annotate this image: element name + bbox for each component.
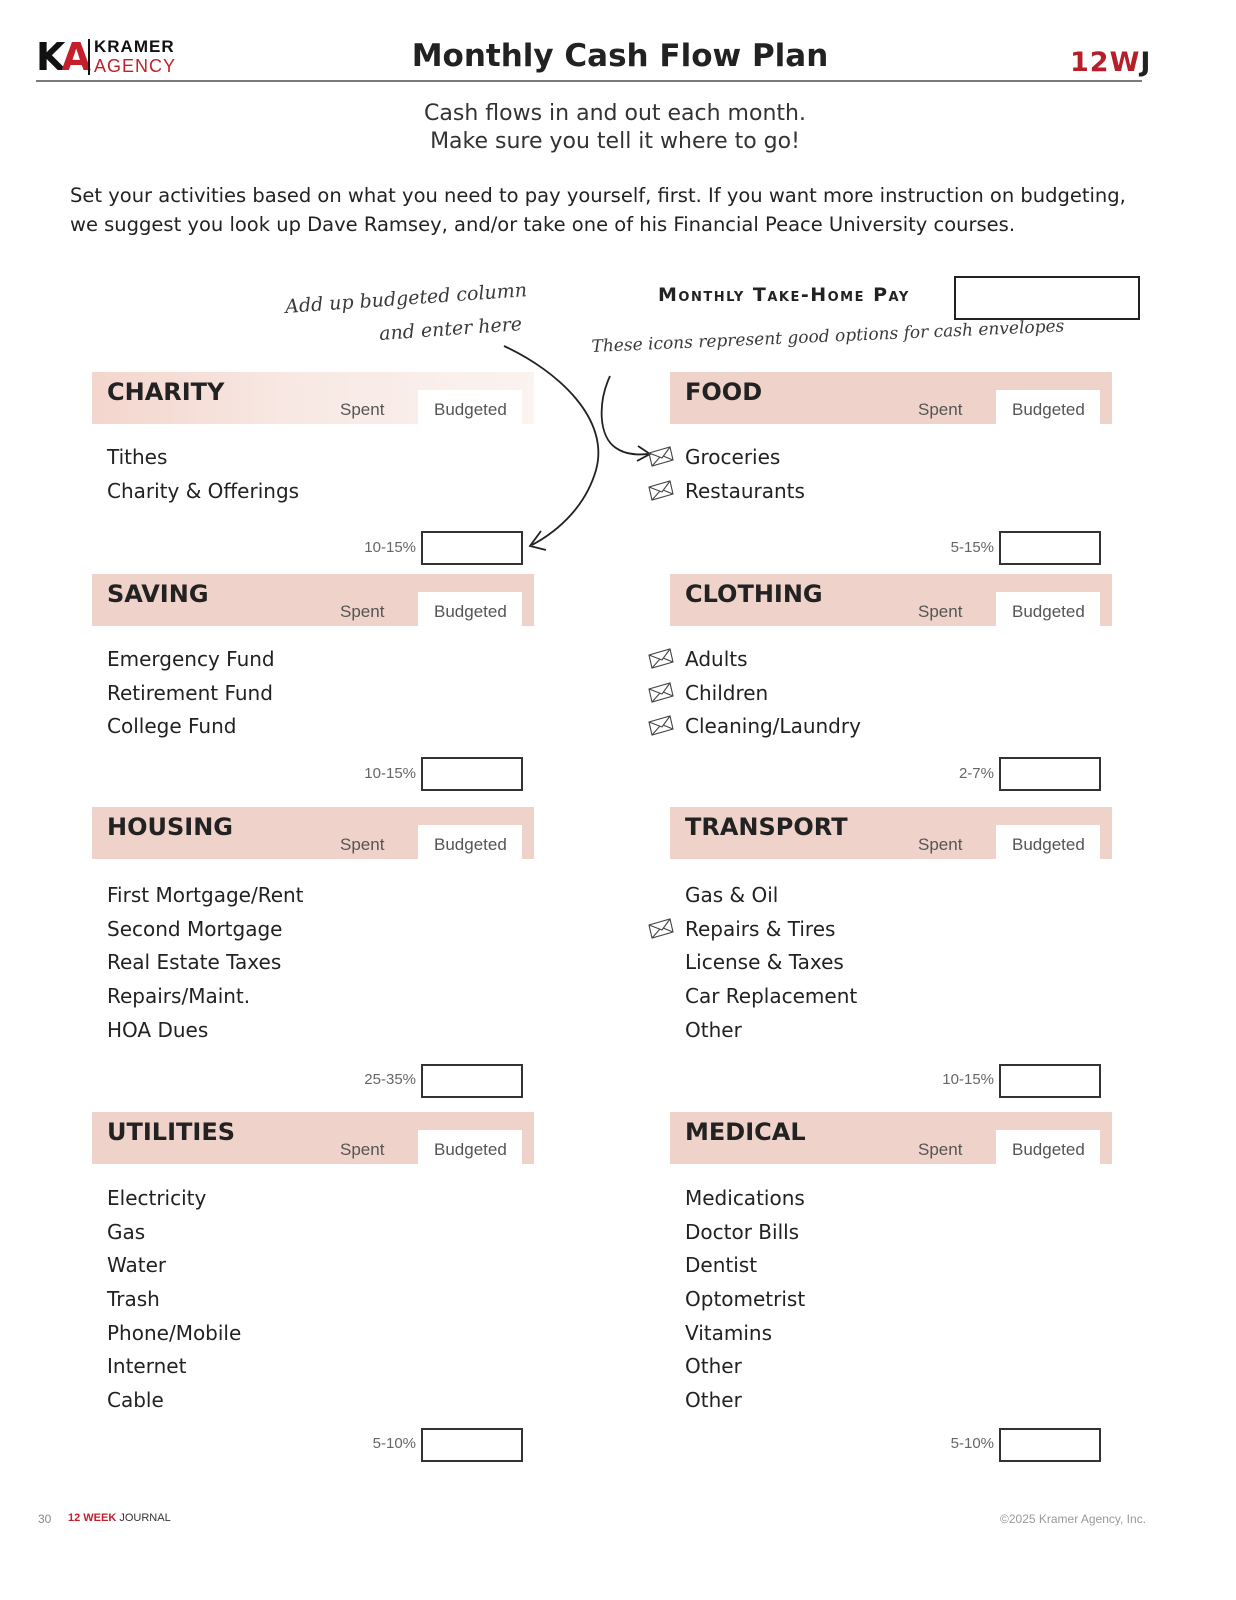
budget-line-item — [685, 1253, 805, 1287]
item-list — [685, 445, 805, 512]
budget-line-item — [685, 984, 857, 1018]
budget-line-item — [685, 1018, 857, 1052]
budgeted-column-tab — [418, 592, 522, 626]
logo-text-kramer: KRAMER — [94, 37, 175, 56]
line-item-label: Internet — [107, 1354, 187, 1379]
budget-line-item — [107, 445, 299, 479]
percent-range: 2-7% — [958, 765, 994, 782]
section-title: CHARITY — [107, 378, 225, 406]
budgeted-column-tab — [996, 592, 1100, 626]
budgeted-column-label: Budgeted — [1012, 835, 1085, 854]
line-item-label: Restaurants — [685, 478, 805, 503]
spent-column-label: Spent — [918, 1140, 963, 1159]
budget-line-item — [107, 681, 275, 715]
kramer-agency-logo — [36, 36, 186, 80]
spent-column-label: Spent — [340, 400, 385, 419]
budgeted-total-field[interactable] — [999, 1428, 1101, 1462]
line-item-label: License & Taxes — [685, 950, 844, 975]
budget-line-item — [107, 950, 304, 984]
line-item-label: Real Estate Taxes — [107, 950, 282, 975]
budgeted-column-label: Budgeted — [1012, 1140, 1085, 1159]
budgeted-column-label: Budgeted — [1012, 400, 1085, 419]
budget-line-item — [685, 714, 861, 748]
line-item-label: Gas — [107, 1219, 146, 1244]
envelope-icon — [647, 680, 675, 704]
line-item-label: Tithes — [107, 445, 168, 469]
line-item-label: Repairs & Tires — [685, 916, 836, 941]
budget-line-item — [685, 681, 861, 715]
badge-letter: J — [1140, 47, 1152, 78]
line-item-label: Water — [107, 1253, 167, 1278]
budget-line-item — [685, 1220, 805, 1254]
budgeted-total-field[interactable] — [421, 531, 523, 565]
section-title: CLOTHING — [685, 580, 823, 608]
spent-column-label: Spent — [918, 835, 963, 854]
line-item-label: Gas & Oil — [685, 883, 779, 907]
line-item-label: Adults — [685, 647, 748, 671]
budget-note-line-1: Add up budgeted column — [284, 279, 528, 318]
budgeted-total-field[interactable] — [999, 757, 1101, 791]
section-header — [670, 372, 1112, 424]
budget-line-item — [685, 1388, 805, 1422]
budget-line-item — [107, 1253, 241, 1287]
subtitle-line-2: Make sure you tell it where to go! — [430, 129, 800, 154]
line-item-label: Doctor Bills — [685, 1219, 800, 1244]
line-item-label: Second Mortgage — [107, 916, 283, 941]
spent-column-label: Spent — [918, 400, 963, 419]
item-list — [107, 1186, 241, 1422]
item-list — [685, 647, 861, 748]
budgeted-column-tab — [996, 1130, 1100, 1164]
line-item-label: Medications — [685, 1186, 805, 1210]
budgeted-total-field[interactable] — [999, 1064, 1101, 1098]
logo-text-agency: AGENCY — [94, 56, 177, 76]
budget-line-item — [685, 1287, 805, 1321]
envelope-icon — [647, 478, 675, 502]
take-home-pay-label: Monthly Take-Home Pay — [658, 284, 910, 306]
budget-line-item — [685, 1186, 805, 1220]
percent-range: 10-15% — [942, 1071, 994, 1088]
budget-line-item — [107, 1388, 241, 1422]
line-item-label: Dentist — [685, 1253, 758, 1278]
budget-line-item — [107, 1220, 241, 1254]
section-title: HOUSING — [107, 813, 233, 841]
line-item-label: Cable — [107, 1388, 164, 1413]
line-item-label: Charity & Offerings — [107, 478, 300, 503]
budgeted-total-field[interactable] — [421, 757, 523, 791]
spent-column-label: Spent — [340, 602, 385, 621]
line-item-label: Vitamins — [685, 1320, 773, 1345]
section-header — [670, 807, 1112, 859]
envelope-icon — [647, 444, 675, 468]
item-list — [685, 883, 857, 1051]
envelope-arrow-icon — [602, 376, 648, 454]
budgeted-total-field[interactable] — [999, 531, 1101, 565]
budget-line-item — [685, 917, 857, 951]
budget-line-item — [107, 917, 304, 951]
percent-range: 10-15% — [364, 539, 416, 556]
journal-footer-label — [68, 1512, 171, 1524]
percent-range: 25-35% — [364, 1071, 416, 1088]
item-list — [107, 445, 299, 512]
subtitle-line-1: Cash flows in and out each month. — [424, 101, 806, 126]
envelope-icon — [647, 713, 675, 737]
section-header — [92, 807, 534, 859]
journal-footer-rest: JOURNAL — [116, 1512, 171, 1524]
budget-line-item — [685, 1354, 805, 1388]
budget-line-item — [107, 1287, 241, 1321]
budgeted-column-tab — [996, 825, 1100, 859]
line-item-label: Electricity — [107, 1186, 207, 1210]
line-item-label: Children — [685, 680, 769, 705]
line-item-label: HOA Dues — [107, 1017, 209, 1042]
budget-line-item — [107, 1321, 241, 1355]
budget-line-item — [107, 883, 304, 917]
logo-mark: KA — [36, 35, 87, 79]
budget-line-item — [685, 445, 805, 479]
budget-line-item — [685, 647, 861, 681]
budgeted-total-field[interactable] — [421, 1064, 523, 1098]
section-header — [670, 1112, 1112, 1164]
section-header — [92, 1112, 534, 1164]
badge-number: 12W — [1070, 47, 1141, 78]
page-number: 30 — [38, 1512, 52, 1526]
budget-line-item — [685, 950, 857, 984]
line-item-label: Groceries — [685, 445, 781, 469]
budgeted-column-label: Budgeted — [1012, 602, 1085, 621]
budget-line-item — [107, 984, 304, 1018]
section-title: TRANSPORT — [685, 813, 848, 841]
budget-line-item — [107, 1186, 241, 1220]
percent-range: 5-10% — [372, 1435, 416, 1452]
item-list — [107, 883, 304, 1051]
budgeted-column-label: Budgeted — [434, 1140, 507, 1159]
page-title: Monthly Cash Flow Plan — [411, 38, 829, 74]
twelve-week-journal-badge — [1070, 47, 1151, 78]
line-item-label: Other — [685, 1388, 742, 1413]
journal-footer-bold: 12 WEEK — [68, 1512, 117, 1524]
line-item-label: College Fund — [107, 714, 237, 739]
take-home-pay-field[interactable] — [954, 276, 1140, 320]
budget-note-line-2: and enter here — [378, 313, 523, 345]
intro-line-2: we suggest you look up Dave Ramsey, and/or take one of his Financial Peace University courses. — [70, 213, 1016, 236]
envelope-icon — [647, 916, 675, 940]
spent-column-label: Spent — [918, 602, 963, 621]
item-list — [107, 647, 275, 748]
line-item-label: Cleaning/Laundry — [685, 714, 861, 739]
intro-line-1: Set your activities based on what you need to pay yourself, first. If you want more instruction on budgeting, — [70, 184, 1126, 207]
budget-line-item — [685, 883, 857, 917]
line-item-label: Optometrist — [685, 1287, 806, 1312]
budgeted-column-tab — [418, 1130, 522, 1164]
section-header — [92, 372, 534, 424]
budgeted-column-label: Budgeted — [434, 400, 507, 419]
line-item-label: Car Replacement — [685, 984, 858, 1009]
line-item-label: Retirement Fund — [107, 680, 273, 705]
line-item-label: Repairs/Maint. — [107, 984, 251, 1009]
budget-arrowhead-icon — [530, 531, 546, 550]
section-header — [92, 574, 534, 626]
line-item-label: Phone/Mobile — [107, 1320, 242, 1345]
budgeted-column-tab — [996, 390, 1100, 424]
logo-divider — [88, 39, 90, 75]
percent-range: 10-15% — [364, 765, 416, 782]
budget-line-item — [107, 647, 275, 681]
item-list — [685, 1186, 805, 1422]
section-header — [670, 574, 1112, 626]
percent-range: 5-10% — [950, 1435, 994, 1452]
budget-line-item — [685, 1321, 805, 1355]
budgeted-total-field[interactable] — [421, 1428, 523, 1462]
line-item-label: Other — [685, 1017, 742, 1042]
budget-line-item — [107, 479, 299, 513]
header-rule — [36, 80, 1142, 82]
spent-column-label: Spent — [340, 835, 385, 854]
section-title: UTILITIES — [107, 1118, 235, 1146]
envelope-icon — [647, 646, 675, 670]
budget-line-item — [685, 479, 805, 513]
copyright: ©2025 Kramer Agency, Inc. — [1000, 1512, 1147, 1526]
section-title: SAVING — [107, 580, 209, 608]
budgeted-column-tab — [418, 390, 522, 424]
percent-range: 5-15% — [950, 539, 994, 556]
section-title: FOOD — [685, 378, 763, 406]
line-item-label: Other — [685, 1354, 742, 1379]
budget-line-item — [107, 1018, 304, 1052]
budget-line-item — [107, 1354, 241, 1388]
budgeted-column-label: Budgeted — [434, 602, 507, 621]
line-item-label: Emergency Fund — [107, 647, 275, 671]
budget-line-item — [107, 714, 275, 748]
section-title: MEDICAL — [685, 1118, 806, 1146]
budgeted-column-tab — [418, 825, 522, 859]
budgeted-column-label: Budgeted — [434, 835, 507, 854]
line-item-label: Trash — [107, 1287, 160, 1312]
spent-column-label: Spent — [340, 1140, 385, 1159]
line-item-label: First Mortgage/Rent — [107, 883, 304, 907]
intro-paragraph — [70, 181, 1170, 239]
envelope-note: These icons represent good options for cash envelopes — [591, 316, 1065, 357]
